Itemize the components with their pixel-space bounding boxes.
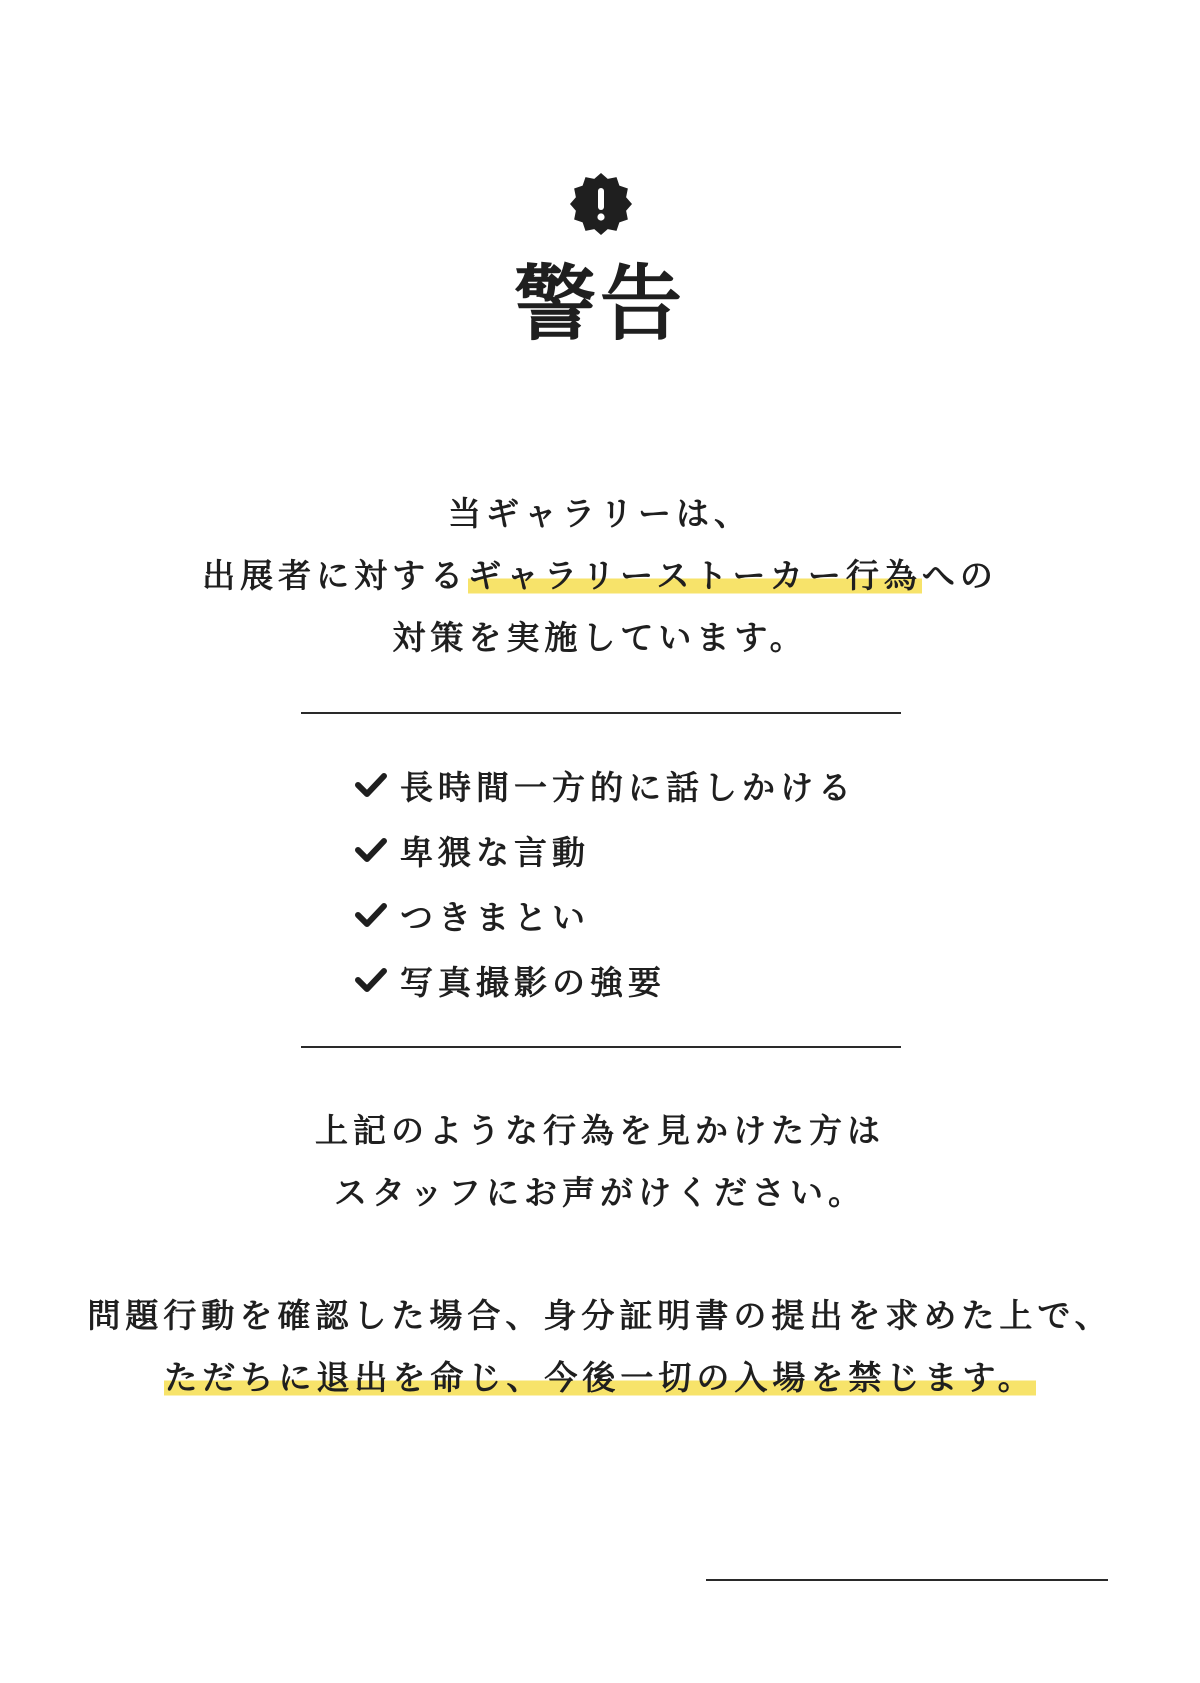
notice-line-1: 上記のような行為を見かけた方は: [315, 1111, 885, 1150]
page-title: 警告: [513, 257, 686, 352]
checkmark-icon: [354, 836, 388, 864]
checklist-item-label: つきまとい: [400, 897, 590, 937]
notice-line-2: スタッフにお声がけください。: [334, 1173, 866, 1212]
checkmark-icon: [354, 966, 388, 994]
intro-line-2-after: への: [921, 556, 998, 595]
intro-line-2: [0, 551, 1200, 601]
checklist-item: [354, 890, 590, 940]
intro-highlight: ギャラリーストーカー行為: [468, 556, 922, 595]
checkmark-icon: [354, 771, 388, 799]
checklist-item-label: 写真撮影の強要: [400, 962, 666, 1002]
checkmark-icon: [354, 901, 388, 929]
penalty-line-2: [0, 1353, 1200, 1403]
intro-line-3: 対策を実施しています。: [392, 618, 808, 657]
divider-bottom: [301, 1046, 901, 1048]
penalty-highlight: ただちに退出を命じ、今後一切の入場を禁じます。: [164, 1358, 1036, 1397]
intro-line-1: 当ギャラリーは、: [448, 494, 752, 533]
checklist-item: [354, 760, 856, 810]
checklist-item: [354, 955, 666, 1005]
checklist-item: [354, 825, 590, 875]
checklist-item-label: 長時間一方的に話しかける: [400, 767, 856, 807]
exclamation-badge-icon: [570, 173, 632, 235]
checklist-item-label: 卑猥な言動: [400, 832, 590, 872]
intro-line-2-before: 出展者に対する: [202, 556, 469, 595]
signature-line: [706, 1579, 1108, 1581]
divider-top: [301, 712, 901, 714]
penalty-line-1: 問題行動を確認した場合、身分証明書の提出を求めた上で、: [87, 1296, 1113, 1335]
